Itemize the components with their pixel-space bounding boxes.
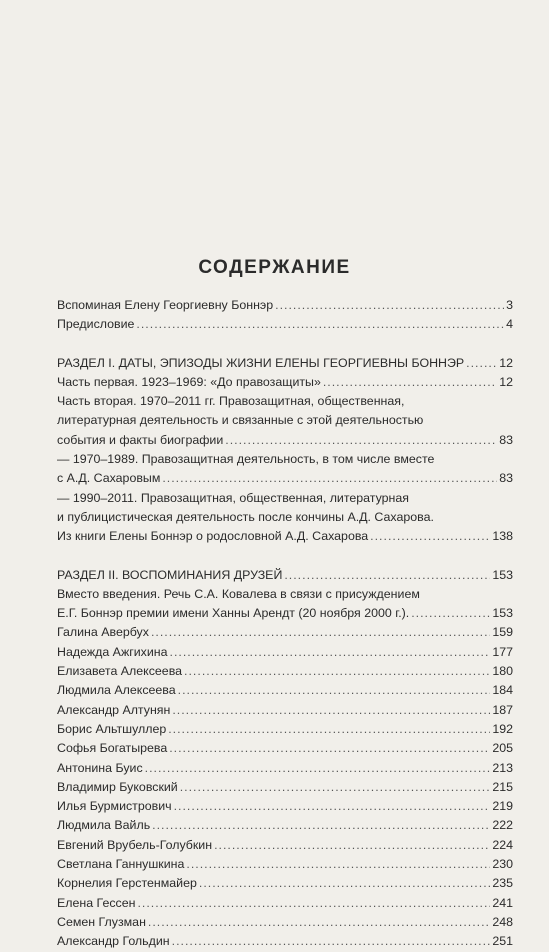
toc-entry xyxy=(57,739,513,758)
section-heading xyxy=(57,354,513,373)
toc-entry-page: 251 xyxy=(492,934,513,949)
toc-entry-page: 205 xyxy=(492,741,513,756)
toc-entry-title: Илья Бурмистрович xyxy=(57,799,172,814)
toc-entry-page: 83 xyxy=(499,432,513,447)
toc-entry-title: Александр Алтунян xyxy=(57,702,171,717)
toc-entry-line: и публицистическая деятельность после кончины А.Д. Сахарова. xyxy=(57,509,434,524)
toc-entry-page: 3 xyxy=(506,298,513,312)
toc-entry-title: события и факты биографии xyxy=(57,432,224,447)
toc-entry-title: Владимир Буковский xyxy=(57,779,178,794)
toc-entry-line: — 1990–2011. Правозащитная, общественная, литературная xyxy=(57,490,409,505)
toc-entry-page: 4 xyxy=(506,317,513,332)
toc-entry-page: 215 xyxy=(492,779,513,794)
toc-entry-title: Борис Альтшуллер xyxy=(57,721,167,736)
toc-entry-line: — 1970–1989. Правозащитная деятельность, в том числе вместе xyxy=(57,452,435,467)
toc-entry-line: литературная деятельность и связанные с этой деятельностью xyxy=(57,413,424,428)
toc-entry xyxy=(57,797,513,816)
toc-entry-title: Надежда Ажгихина xyxy=(57,644,168,659)
toc-entry-page: 177 xyxy=(492,644,513,659)
toc-entry-page: 235 xyxy=(492,876,513,891)
toc-entry-page: 83 xyxy=(499,471,513,486)
toc-entry-page: 180 xyxy=(492,664,513,679)
toc-entry-page: 187 xyxy=(492,702,513,717)
toc-entry xyxy=(57,681,513,700)
toc-entry-page: 159 xyxy=(492,625,513,640)
toc-entry-page: 222 xyxy=(492,818,513,833)
toc-entry-title: Евгений Врубель-Голубкин xyxy=(57,837,213,852)
toc-entry-title: Антонина Буис xyxy=(57,760,143,775)
toc-entry-title: Людмила Вайль xyxy=(57,818,151,833)
toc-entry-title: Елизавета Алексеева xyxy=(57,664,183,679)
toc-entry-title: Е.Г. Боннэр премии имени Ханны Арендт (20 ноября 2000 г.). xyxy=(57,606,410,621)
toc-entry-title: Людмила Алексеева xyxy=(57,683,176,698)
section-title: РАЗДЕЛ I. ДАТЫ, ЭПИЗОДЫ ЖИЗНИ ЕЛЕНЫ ГЕОРГИЕВНЫ БОННЭР xyxy=(57,355,465,370)
toc-entry-page: 224 xyxy=(492,837,513,852)
toc-entry xyxy=(57,720,513,739)
toc-entry-page: 184 xyxy=(492,683,513,698)
toc-entry xyxy=(57,623,513,642)
toc-entry xyxy=(57,469,513,488)
toc-entry xyxy=(57,932,513,951)
toc-entry xyxy=(57,913,513,932)
toc-entry-page: 230 xyxy=(492,857,513,872)
section-title: РАЗДЕЛ II. ВОСПОМИНАНИЯ ДРУЗЕЙ xyxy=(57,567,283,582)
toc-entry-page: 192 xyxy=(492,721,513,736)
toc-entry-page: 248 xyxy=(492,914,513,929)
toc-entry-title: Софья Богатырева xyxy=(57,741,168,756)
toc-entry-title: Вспоминая Елену Георгиевну Боннэр xyxy=(57,298,274,312)
toc-entry xyxy=(57,373,513,392)
toc-entry xyxy=(57,527,513,546)
toc-entry-page: 219 xyxy=(492,799,513,814)
table-of-contents xyxy=(57,296,513,952)
toc-entry-title: Елена Гессен xyxy=(57,895,136,910)
toc-entry-title: Предисловие xyxy=(57,317,135,332)
toc-entry xyxy=(57,874,513,893)
toc-entry-page: 12 xyxy=(499,374,513,389)
toc-entry xyxy=(57,643,513,662)
toc-entry-title: Корнелия Герстенмайер xyxy=(57,876,197,891)
toc-entry-page: 12 xyxy=(499,355,513,370)
toc-entry xyxy=(57,431,513,450)
toc-entry-page: 138 xyxy=(492,529,513,544)
toc-entry-line: Вместо введения. Речь С.А. Ковалева в связи с присуждением xyxy=(57,586,420,601)
toc-entry xyxy=(57,778,513,797)
toc-entry-title: с А.Д. Сахаровым xyxy=(57,471,161,486)
section-heading xyxy=(57,566,513,585)
toc-entry-page: 241 xyxy=(492,895,513,910)
toc-entry xyxy=(57,836,513,855)
page-title: СОДЕРЖАНИЕ xyxy=(198,257,351,278)
toc-entry xyxy=(57,296,513,315)
toc-entry-title: Часть первая. 1923–1969: «До правозащиты» xyxy=(57,374,321,389)
toc-entry xyxy=(57,894,513,913)
toc-entry xyxy=(57,604,513,623)
toc-entry-page: 153 xyxy=(492,567,513,582)
toc-entry-title: Семен Глузман xyxy=(57,914,146,929)
toc-entry-title: Из книги Елены Боннэр о родословной А.Д. Сахарова xyxy=(57,529,369,544)
toc-entry xyxy=(57,759,513,778)
toc-entry xyxy=(57,662,513,681)
toc-entry-page: 213 xyxy=(492,760,513,775)
toc-entry xyxy=(57,816,513,835)
toc-entry-title: Галина Авербух xyxy=(57,625,149,640)
toc-entry xyxy=(57,855,513,874)
toc-entry-line: Часть вторая. 1970–2011 гг. Правозащитная, общественная, xyxy=(57,394,405,409)
toc-entry xyxy=(57,701,513,720)
toc-entry-title: Александр Гольдин xyxy=(57,934,170,949)
toc-entry-page: 153 xyxy=(492,606,513,621)
toc-entry xyxy=(57,315,513,334)
friends-list xyxy=(57,623,513,951)
toc-entry-title: Светлана Ганнушкина xyxy=(57,857,185,872)
